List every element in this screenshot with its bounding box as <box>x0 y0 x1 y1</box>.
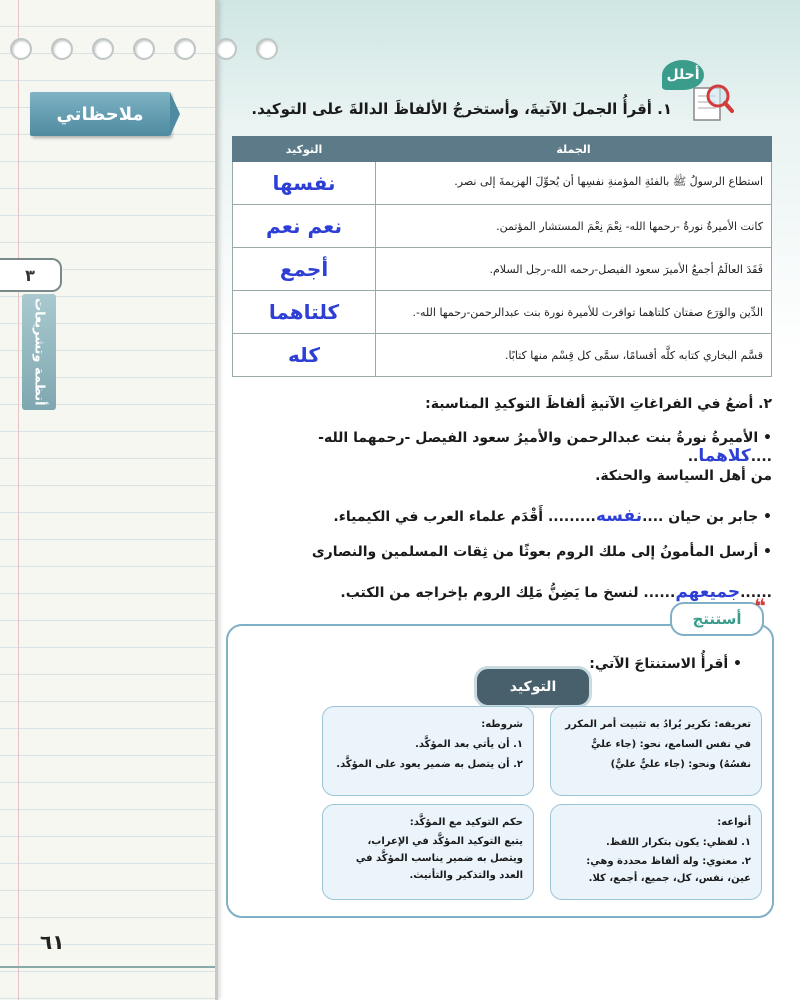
fill-text-before: • الأميرةُ نورةُ بنت عبدالرحمن والأميرُ سعود الفيصل -رحمهما الله- .... <box>318 430 772 465</box>
fill-line <box>232 582 772 602</box>
main-content <box>222 0 782 1000</box>
types-title: أنواعه: <box>717 817 751 828</box>
binder-hole <box>133 38 155 60</box>
fill-answer[interactable]: كلاهما <box>698 446 751 466</box>
page-number: ٦١ <box>40 930 65 954</box>
table-row <box>233 248 772 291</box>
emphasis-heading-pill: التوكيد <box>474 666 592 708</box>
unit-title: أنظمة وتشريعات <box>31 298 47 406</box>
condition-item: ٢. أن يتصل به ضمير يعود على المؤكَّد. <box>336 759 523 770</box>
notes-label <box>30 92 170 136</box>
notes-tab-arrow <box>170 92 180 136</box>
exercise-1-title: ١. أقرأُ الجملَ الآتيةَ، وأستخرجُ الألفاظَ الدالةَ على التوكيد. <box>251 100 672 118</box>
fill-text-after: .. <box>687 449 699 465</box>
table-row <box>233 162 772 205</box>
deduce-tag-label: أستنتج <box>692 610 742 628</box>
emphasis-table <box>232 136 772 377</box>
table-row <box>233 334 772 377</box>
conditions-card <box>322 706 534 796</box>
binder-hole <box>51 38 73 60</box>
sentence-cell: الدِّين والوَرَع صفتان كلتاهما توافرت للأميرة نورة بنت عبدالرحمن-رحمها الله-. <box>376 291 772 334</box>
fill-line <box>232 468 772 484</box>
sentence-cell: كانت الأميرةُ نورةُ -رحمها الله- نِعْمَ نِعْمَ المستشار المؤتمن. <box>376 205 772 248</box>
margin-line <box>18 0 19 1000</box>
analyze-badge: أحلل <box>662 60 704 90</box>
divider <box>0 966 215 968</box>
notes-label-text: ملاحظاتي <box>56 103 144 125</box>
deduce-tag <box>670 594 766 636</box>
binder-hole <box>92 38 114 60</box>
fill-line <box>232 430 772 466</box>
fill-answer[interactable]: نفسه <box>595 506 643 526</box>
fill-text-after: ...... لنسخ ما يَضِنُّ مَلِك الروم بإخراجه من الكتب. <box>340 585 676 601</box>
fill-text-before: • أرسل المأمونُ إلى ملك الروم بعوثًا من ثِقات المسلمين والنصارى <box>311 544 772 560</box>
fill-text-before: • جابر بن حيان .... <box>642 509 772 525</box>
conditions-title: شروطه: <box>481 719 523 730</box>
deduce-instruction: • أقرأُ الاستنتاجَ الآتي: <box>589 656 742 672</box>
answer-cell[interactable]: نفسها <box>233 162 376 205</box>
types-card <box>550 804 762 900</box>
condition-item: ١. أن يأتي بعد المؤكَّد. <box>415 739 523 750</box>
definition-text: تعريفه: تكرير يُرادُ به تثبيت أمر المكرر في نفس السامع، نحو: (جاء عليٌّ نفسُهُ) ونحو: (جاء عليٌّ عليٌّ) <box>565 719 751 770</box>
table-row <box>233 205 772 248</box>
fill-answer[interactable]: جميعهم <box>675 582 741 602</box>
fill-line <box>232 544 772 560</box>
magnifier-document-icon <box>690 80 734 124</box>
col-sentence-header: الجملة <box>376 137 772 162</box>
sentence-cell: استطاع الرسولُ ﷺ بالفئةِ المؤمنةِ نفسِها أن يُحوِّلَ الهزيمةَ إلى نصر. <box>376 162 772 205</box>
rule-card <box>322 804 534 900</box>
sentence-cell: فَقَدَ العالَمُ أجمعُ الأميرَ سعود الفيصل-رحمه الله-رجل السلام. <box>376 248 772 291</box>
fill-line <box>232 506 772 526</box>
type-item: ٢. معنوي: وله ألفاظ محددة وهي: عين، نفس، كل، جميع، أجمع، كلا. <box>586 856 751 884</box>
quote-mark-icon: ❝ <box>754 594 766 618</box>
answer-cell[interactable]: نعم نعم <box>233 205 376 248</box>
notes-sidebar <box>0 0 218 1000</box>
fill-text-before: ...... <box>740 585 772 601</box>
rule-title: حكم التوكيد مع المؤكَّد: <box>409 817 523 828</box>
fill-text-after: ......... أَقْدَم علماء العرب في الكيمياء. <box>333 509 596 525</box>
binder-hole <box>10 38 32 60</box>
unit-number: ٣ <box>0 258 62 292</box>
unit-title-strip <box>22 294 56 410</box>
answer-cell[interactable]: كلتاهما <box>233 291 376 334</box>
type-item: ١. لفظي: يكون بتكرار اللفظ. <box>605 837 751 848</box>
answer-cell[interactable]: أجمع <box>233 248 376 291</box>
table-header-row <box>233 137 772 162</box>
sentence-cell: قسَّم البخاري كتابه كلَّه أقسامًا، سمَّى كل قِسْم منها كتابًا. <box>376 334 772 377</box>
answer-cell[interactable]: كله <box>233 334 376 377</box>
definition-card <box>550 706 762 796</box>
rule-text: يتبع التوكيد المؤكَّد في الإعراب، ويتصل به ضمير يناسب المؤكَّد في العدد والتذكير والتأنيث. <box>355 836 523 881</box>
binder-hole <box>174 38 196 60</box>
table-row <box>233 291 772 334</box>
col-emphasis-header: التوكيد <box>233 137 376 162</box>
exercise-2-title: ٢. أضعُ في الفراغاتِ الآتيةِ ألفاظَ التوكيدِ المناسبة: <box>425 396 772 412</box>
fill-text-before: من أهل السياسة والحنكة. <box>595 468 772 484</box>
